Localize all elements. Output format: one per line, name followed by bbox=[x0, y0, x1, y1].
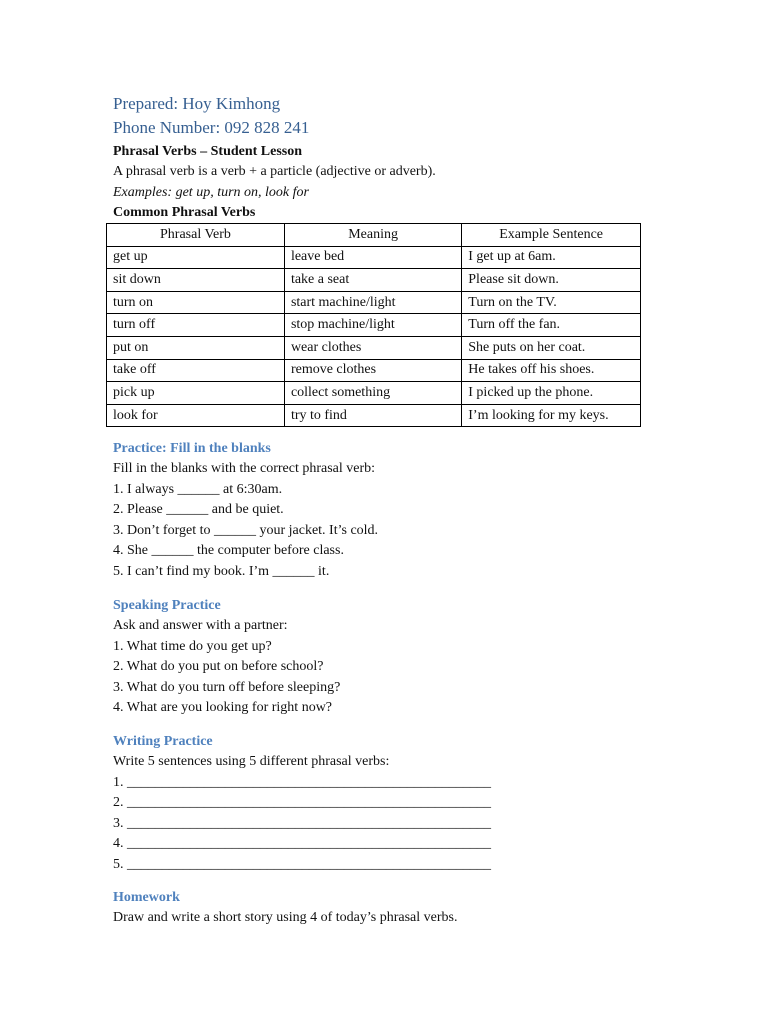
practice-section bbox=[113, 439, 653, 582]
table-cell: collect something bbox=[284, 382, 461, 405]
definition-text: A phrasal verb is a verb + a particle (adjective or adverb). bbox=[113, 164, 436, 179]
table-cell: put on bbox=[107, 336, 285, 359]
writing-line: 3. ____________________________________________________ bbox=[113, 815, 491, 831]
table-cell: take off bbox=[107, 359, 285, 382]
writing-line: 4. ____________________________________________________ bbox=[113, 836, 491, 851]
speaking-heading: Speaking Practice bbox=[113, 598, 221, 613]
table-cell: I’m looking for my keys. bbox=[462, 404, 641, 427]
table-cell: get up bbox=[107, 246, 285, 269]
table-row bbox=[107, 359, 641, 382]
table-cell: leave bed bbox=[284, 246, 461, 269]
table-cell: I picked up the phone. bbox=[462, 382, 641, 405]
table-cell: Please sit down. bbox=[462, 269, 641, 292]
table-cell: stop machine/light bbox=[284, 314, 461, 337]
writing-heading: Writing Practice bbox=[113, 734, 213, 749]
prepared-by: Prepared: Hoy Kimhong bbox=[113, 94, 281, 113]
table-cell: I get up at 6am. bbox=[462, 246, 641, 269]
table-row bbox=[107, 382, 641, 405]
column-header: Meaning bbox=[284, 224, 461, 247]
speaking-item: 2. What do you put on before school? bbox=[113, 659, 324, 674]
examples-text: Examples: get up, turn on, look for bbox=[113, 184, 309, 200]
table-cell: turn on bbox=[107, 291, 285, 314]
table-cell: Turn off the fan. bbox=[462, 314, 641, 337]
speaking-instruction: Ask and answer with a partner: bbox=[113, 618, 288, 633]
writing-line: 1. ____________________________________________________ bbox=[113, 774, 491, 790]
practice-heading: Practice: Fill in the blanks bbox=[113, 441, 271, 456]
column-header: Example Sentence bbox=[462, 224, 641, 247]
practice-item: 4. She ______ the computer before class. bbox=[113, 543, 344, 558]
practice-instruction: Fill in the blanks with the correct phrasal verb: bbox=[113, 461, 376, 476]
homework-instruction: Draw and write a short story using 4 of today’s phrasal verbs. bbox=[113, 910, 458, 925]
table-cell: Turn on the TV. bbox=[462, 291, 641, 314]
homework-heading: Homework bbox=[113, 890, 180, 905]
phone-number: Phone Number: 092 828 241 bbox=[113, 118, 310, 137]
table-cell: turn off bbox=[107, 314, 285, 337]
speaking-item: 3. What do you turn off before sleeping? bbox=[113, 679, 341, 695]
practice-item: 5. I can’t find my book. I’m ______ it. bbox=[113, 563, 330, 579]
table-row bbox=[107, 336, 641, 359]
speaking-item: 4. What are you looking for right now? bbox=[113, 700, 333, 715]
table-cell: take a seat bbox=[284, 269, 461, 292]
speaking-section bbox=[113, 596, 653, 719]
table-cell: pick up bbox=[107, 382, 285, 405]
table-heading: Common Phrasal Verbs bbox=[113, 205, 256, 220]
table-row bbox=[107, 404, 641, 427]
lesson-intro bbox=[113, 92, 653, 224]
lesson-title: Phrasal Verbs – Student Lesson bbox=[113, 144, 303, 159]
practice-item: 2. Please ______ and be quiet. bbox=[113, 502, 284, 517]
writing-instruction: Write 5 sentences using 5 different phrasal verbs: bbox=[113, 754, 390, 769]
column-header: Phrasal Verb bbox=[107, 224, 285, 247]
table-cell: start machine/light bbox=[284, 291, 461, 314]
practice-item: 1. I always ______ at 6:30am. bbox=[113, 481, 283, 497]
phrasal-verbs-table bbox=[106, 223, 641, 427]
table-cell: try to find bbox=[284, 404, 461, 427]
writing-section bbox=[113, 732, 653, 875]
table-header-row bbox=[107, 224, 641, 247]
table-row bbox=[107, 269, 641, 292]
table-cell: He takes off his shoes. bbox=[462, 359, 641, 382]
writing-line: 5. ____________________________________________________ bbox=[113, 856, 491, 872]
practice-item: 3. Don’t forget to ______ your jacket. It’s cold. bbox=[113, 522, 379, 538]
table-cell: sit down bbox=[107, 269, 285, 292]
writing-line: 2. ____________________________________________________ bbox=[113, 795, 491, 810]
table-row bbox=[107, 246, 641, 269]
table-cell: look for bbox=[107, 404, 285, 427]
table-cell: wear clothes bbox=[284, 336, 461, 359]
table-cell: remove clothes bbox=[284, 359, 461, 382]
homework-section bbox=[113, 888, 653, 929]
speaking-item: 1. What time do you get up? bbox=[113, 638, 272, 654]
table-row bbox=[107, 291, 641, 314]
table-row bbox=[107, 314, 641, 337]
table-cell: She puts on her coat. bbox=[462, 336, 641, 359]
